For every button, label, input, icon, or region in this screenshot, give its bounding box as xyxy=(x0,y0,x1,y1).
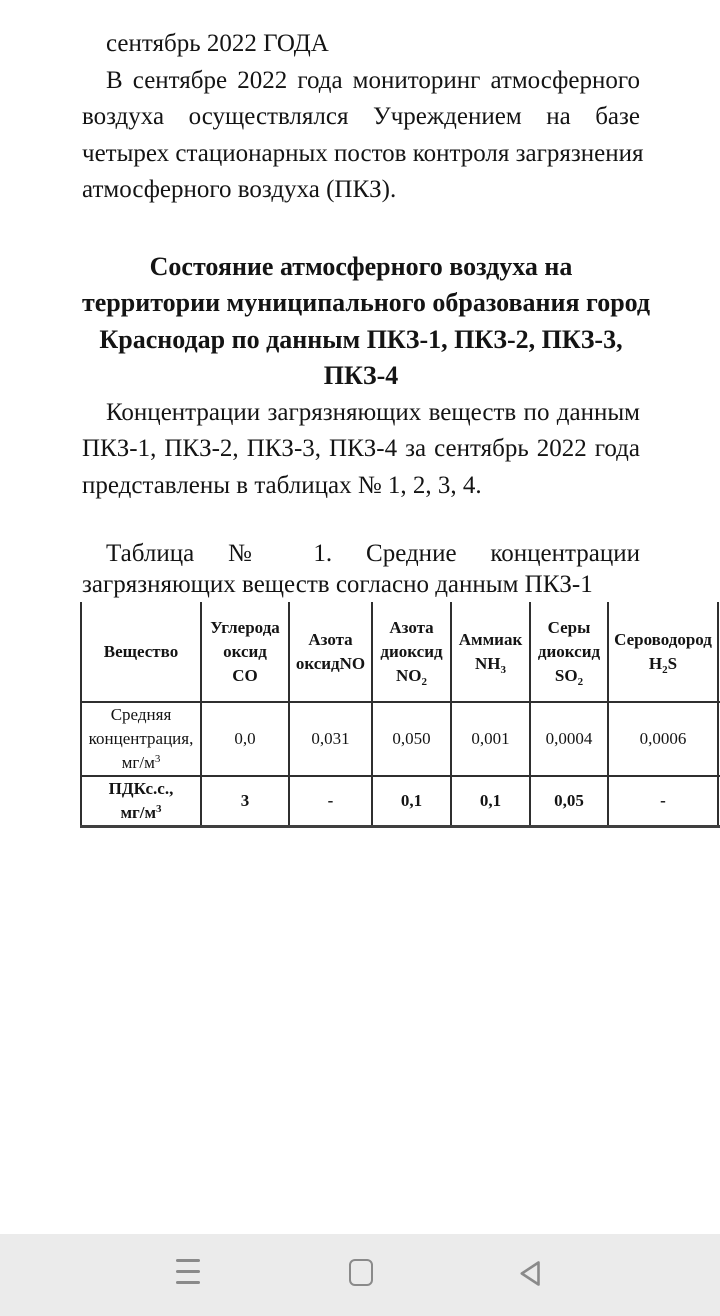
table-header-row xyxy=(81,602,720,702)
formula: $NH_3$ xyxy=(475,653,506,676)
paragraph-line: Концентрации загрязняющих веществ по данным xyxy=(106,398,640,426)
heading-line: Краснодар по данным ПКЗ-1, ПКЗ-2, ПКЗ-3, xyxy=(99,324,623,354)
heading-line: ПКЗ-4 xyxy=(323,361,399,390)
header-cell-nh3: Аммиак $NH_3$ xyxy=(451,602,530,702)
value-cell: 0,0004 xyxy=(530,702,608,776)
value-cell: 0,05 xyxy=(530,776,608,827)
home-button[interactable] xyxy=(349,1259,373,1286)
menu-icon xyxy=(176,1259,200,1262)
row-label-cell: Средняя концентрация, $мг/м^3$ xyxy=(81,702,201,776)
table-1-wrapper xyxy=(80,602,720,828)
intro-line: сентябрь 2022 ГОДА xyxy=(106,30,329,57)
header-cell-no2: Азота диоксид $NO_2$ xyxy=(372,602,451,702)
paragraph-line: ПКЗ-1, ПКЗ-2, ПКЗ-3, ПКЗ-4 за сентябрь 2022 года xyxy=(82,435,640,462)
value-cell: 0,050 xyxy=(372,702,451,776)
formula: $SO_2$ xyxy=(554,665,584,688)
value-cell: 0,1 xyxy=(451,776,530,827)
header-cell-no: Азота оксидNO xyxy=(289,602,372,702)
unit: $мг/м^3$ xyxy=(120,803,162,822)
paragraph-line: атмосферного воздуха (ПКЗ). xyxy=(82,176,397,203)
value-cell: 0,001 xyxy=(451,702,530,776)
section-heading xyxy=(82,249,651,395)
paragraph-1 xyxy=(82,63,644,209)
back-icon xyxy=(517,1258,544,1289)
unit: $мг/м^3$ xyxy=(121,753,161,772)
formula: $NO_2$ xyxy=(396,665,427,688)
paragraph-line: В сентябре 2022 года мониторинг атмосферного xyxy=(106,66,640,94)
text-column xyxy=(82,26,651,600)
value-cell: - xyxy=(289,776,372,827)
row-label-cell: ПДКс.с., $мг/м^3$ xyxy=(81,776,201,827)
menu-button[interactable] xyxy=(176,1259,200,1286)
android-navigation-bar xyxy=(0,1234,720,1316)
value-cell: 0,031 xyxy=(289,702,372,776)
heading-line: территории муниципального образования город xyxy=(82,288,651,317)
pdk-row xyxy=(81,776,720,827)
header-cell-co: Углерода оксид СО xyxy=(201,602,289,702)
value-cell: 0,0006 xyxy=(608,702,718,776)
formula: $H_2S$ xyxy=(648,653,678,676)
header-cell-substance: Вещество xyxy=(81,602,201,702)
heading-line: Состояние атмосферного воздуха на xyxy=(149,251,573,281)
paragraph-line: воздуха осуществлялся Учреждением на базе xyxy=(82,103,640,130)
value-cell: 0,1 xyxy=(372,776,451,827)
value-cell: - xyxy=(608,776,718,827)
menu-icon xyxy=(176,1281,200,1284)
paragraph-2 xyxy=(82,395,640,505)
pollutant-table xyxy=(80,602,720,828)
back-button[interactable] xyxy=(517,1258,544,1289)
header-cell-so2: Серы диоксид $SO_2$ xyxy=(530,602,608,702)
paragraph-line: четырех стационарных постов контроля загрязнения xyxy=(82,139,644,167)
caption-line: загрязняющих веществ согласно данным ПКЗ-1 xyxy=(82,571,593,598)
caption-line: Таблица № 1. Средние концентрации xyxy=(106,540,640,567)
table-caption xyxy=(82,538,640,600)
menu-icon xyxy=(176,1270,200,1273)
avg-concentration-row xyxy=(81,702,720,776)
value-cell: 0,0 xyxy=(201,702,289,776)
value-cell: 3 xyxy=(201,776,289,827)
header-cell-h2s: Сероводород $H_2S$ xyxy=(608,602,718,702)
paragraph-line: представлены в таблицах № 1, 2, 3, 4. xyxy=(82,471,482,499)
